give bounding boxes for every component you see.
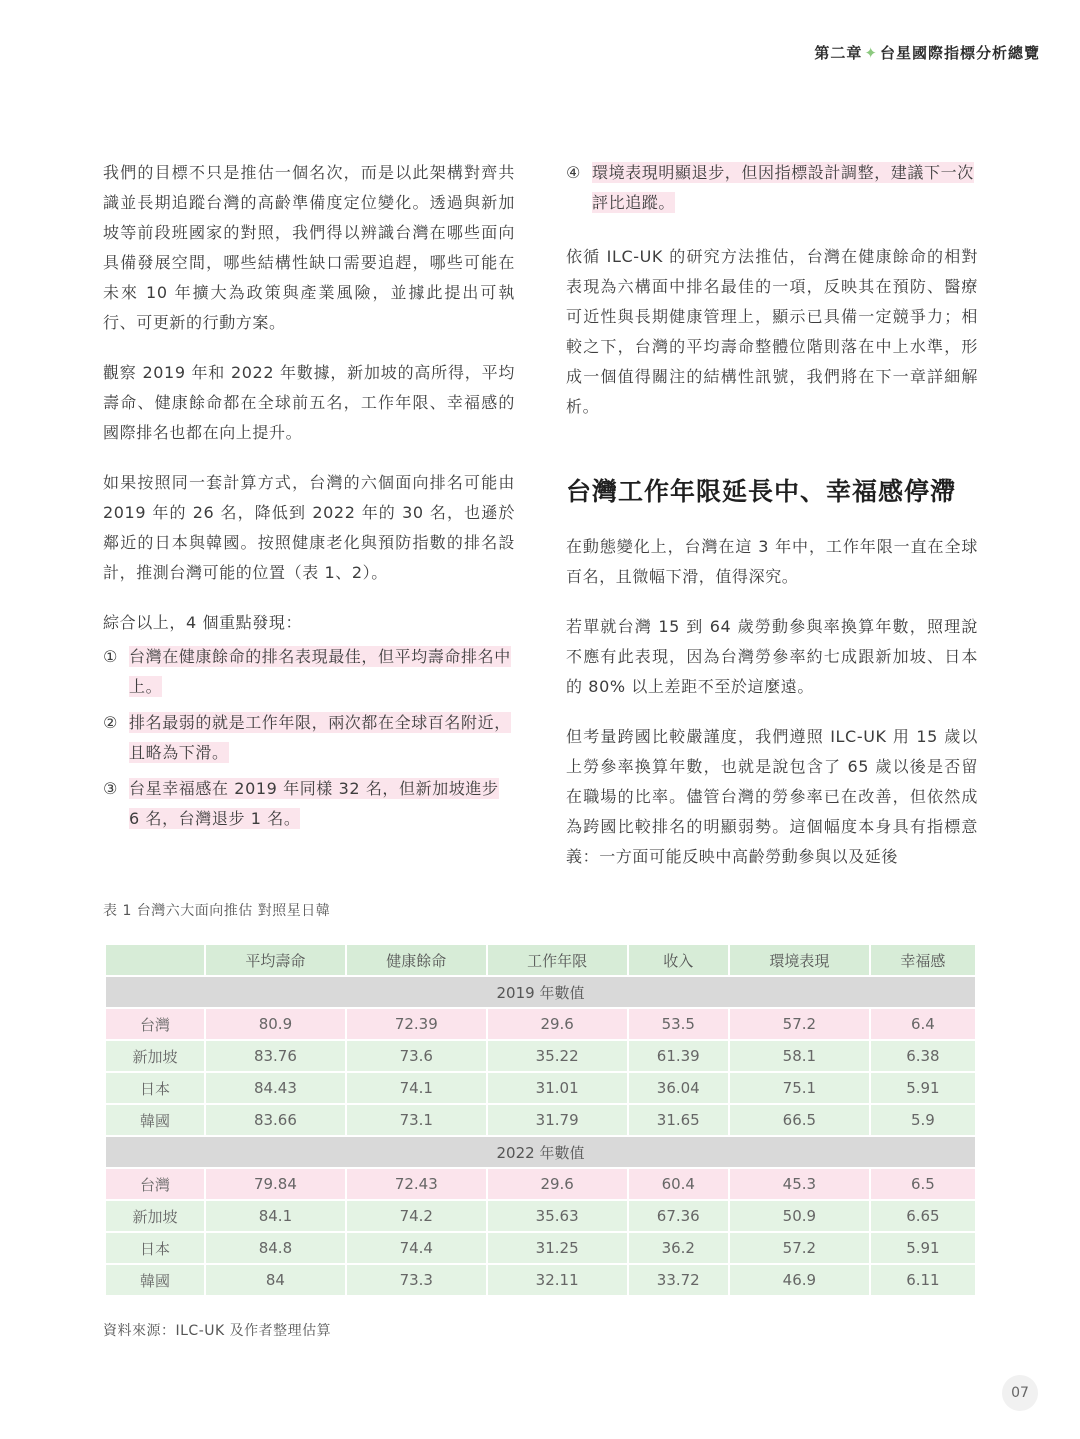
value-cell: 36.2 xyxy=(629,1233,728,1265)
year-row xyxy=(106,977,975,1009)
finding-number: ③ xyxy=(103,779,118,798)
table-row xyxy=(106,1009,975,1041)
value-cell: 57.2 xyxy=(730,1009,869,1041)
value-cell: 66.5 xyxy=(730,1105,869,1137)
value-cell: 31.25 xyxy=(488,1233,627,1265)
table-header-row xyxy=(106,945,975,977)
value-cell: 73.3 xyxy=(347,1265,486,1297)
value-cell: 29.6 xyxy=(488,1009,627,1041)
value-cell: 53.5 xyxy=(629,1009,728,1041)
value-cell: 6.11 xyxy=(871,1265,975,1297)
table-row xyxy=(106,1105,975,1137)
header-cell: 環境表現 xyxy=(730,945,869,977)
value-cell: 72.39 xyxy=(347,1009,486,1041)
body-paragraph: 依循 ILC-UK 的研究方法推估，台灣在健康餘命的相對表現為六構面中排名最佳的一項，反映其在預防、醫療可近性與長期健康管理上，顯示已具備一定競爭力；相較之下，台灣的平均壽命整體位階則落在中上水準，形成一個值得關注的結構性訊號，我們將在下一章詳細解析。 xyxy=(566,247,978,416)
findings-intro: 綜合以上，4 個重點發現： xyxy=(103,613,303,632)
country-cell: 台灣 xyxy=(106,1009,204,1041)
table-row xyxy=(106,1169,975,1201)
value-cell: 74.1 xyxy=(347,1073,486,1105)
value-cell: 45.3 xyxy=(730,1169,869,1201)
value-cell: 6.5 xyxy=(871,1169,975,1201)
value-cell: 57.2 xyxy=(730,1233,869,1265)
page-number: 07 xyxy=(1002,1375,1038,1411)
value-cell: 6.4 xyxy=(871,1009,975,1041)
year-row xyxy=(106,1137,975,1169)
value-cell: 74.2 xyxy=(347,1201,486,1233)
table-row xyxy=(106,1041,975,1073)
value-cell: 60.4 xyxy=(629,1169,728,1201)
value-cell: 84.1 xyxy=(206,1201,345,1233)
star-icon: ✦ xyxy=(864,44,878,62)
value-cell: 83.76 xyxy=(206,1041,345,1073)
finding-text: 台灣在健康餘命的排名表現最佳，但平均壽命排名中上。 xyxy=(129,647,511,696)
value-cell: 80.9 xyxy=(206,1009,345,1041)
finding-text: 環境表現明顯退步，但因指標設計調整，建議下一次評比追蹤。 xyxy=(592,163,974,212)
country-cell: 日本 xyxy=(106,1073,204,1105)
finding-number: ② xyxy=(103,713,118,732)
value-cell: 31.01 xyxy=(488,1073,627,1105)
value-cell: 58.1 xyxy=(730,1041,869,1073)
finding-text: 台星幸福感在 2019 年同樣 32 名，但新加坡進步 6 名，台灣退步 1 名。 xyxy=(129,779,499,828)
running-header xyxy=(814,42,1040,63)
value-cell: 6.65 xyxy=(871,1201,975,1233)
data-table xyxy=(104,945,977,1297)
year-label: 2019 年數值 xyxy=(106,977,975,1009)
table-source: 資料來源：ILC-UK 及作者整理估算 xyxy=(103,1323,332,1339)
country-cell: 新加坡 xyxy=(106,1041,204,1073)
header-cell: 工作年限 xyxy=(488,945,627,977)
value-cell: 32.11 xyxy=(488,1265,627,1297)
country-cell: 韓國 xyxy=(106,1105,204,1137)
value-cell: 75.1 xyxy=(730,1073,869,1105)
value-cell: 5.91 xyxy=(871,1233,975,1265)
header-cell: 健康餘命 xyxy=(347,945,486,977)
value-cell: 61.39 xyxy=(629,1041,728,1073)
value-cell: 84.8 xyxy=(206,1233,345,1265)
value-cell: 73.1 xyxy=(347,1105,486,1137)
country-cell: 台灣 xyxy=(106,1169,204,1201)
value-cell: 46.9 xyxy=(730,1265,869,1297)
value-cell: 50.9 xyxy=(730,1201,869,1233)
value-cell: 67.36 xyxy=(629,1201,728,1233)
value-cell: 84.43 xyxy=(206,1073,345,1105)
country-cell: 新加坡 xyxy=(106,1201,204,1233)
finding-item xyxy=(566,158,978,218)
value-cell: 36.04 xyxy=(629,1073,728,1105)
value-cell: 33.72 xyxy=(629,1265,728,1297)
value-cell: 29.6 xyxy=(488,1169,627,1201)
table-row xyxy=(106,1265,975,1297)
value-cell: 83.66 xyxy=(206,1105,345,1137)
table-row xyxy=(106,1233,975,1265)
chapter-label: 第二章 xyxy=(814,44,863,62)
header-cell: 幸福感 xyxy=(871,945,975,977)
country-cell: 韓國 xyxy=(106,1265,204,1297)
value-cell: 31.65 xyxy=(629,1105,728,1137)
value-cell: 74.4 xyxy=(347,1233,486,1265)
value-cell: 35.22 xyxy=(488,1041,627,1073)
value-cell: 6.38 xyxy=(871,1041,975,1073)
body-paragraph: 觀察 2019 年和 2022 年數據，新加坡的高所得，平均壽命、健康餘命都在全球前五名，工作年限、幸福感的國際排名也都在向上提升。 xyxy=(103,363,515,442)
finding-item xyxy=(103,774,515,834)
header-cell xyxy=(106,945,204,977)
finding-item xyxy=(103,642,515,702)
value-cell: 79.84 xyxy=(206,1169,345,1201)
value-cell: 72.43 xyxy=(347,1169,486,1201)
value-cell: 5.9 xyxy=(871,1105,975,1137)
body-paragraph: 在動態變化上，台灣在這 3 年中，工作年限一直在全球百名，且微幅下滑，值得深究。 xyxy=(566,537,978,586)
value-cell: 31.79 xyxy=(488,1105,627,1137)
table-row xyxy=(106,1073,975,1105)
country-cell: 日本 xyxy=(106,1233,204,1265)
value-cell: 84 xyxy=(206,1265,345,1297)
header-cell: 收入 xyxy=(629,945,728,977)
left-column xyxy=(103,158,515,840)
year-label: 2022 年數值 xyxy=(106,1137,975,1169)
table-caption: 表 1 台灣六大面向推估 對照星日韓 xyxy=(103,903,331,919)
body-paragraph: 如果按照同一套計算方式，台灣的六個面向排名可能由 2019 年的 26 名，降低到 2022 年的 30 名，也遜於鄰近的日本與韓國。按照健康老化與預防指數的排名設計，推測台灣可能的位置（表 1、2）。 xyxy=(103,473,515,582)
value-cell: 35.63 xyxy=(488,1201,627,1233)
finding-number: ① xyxy=(103,647,118,666)
body-paragraph: 我們的目標不只是推估一個名次，而是以此架構對齊共識並長期追蹤台灣的高齡準備度定位變化。透過與新加坡等前段班國家的對照，我們得以辨識台灣在哪些面向具備發展空間，哪些結構性缺口需要追趕，哪些可能在未來 10 年擴大為政策與產業風險，並據此提出可執行、可更新的行動方案。 xyxy=(103,163,515,332)
chapter-title: 台星國際指標分析總覽 xyxy=(879,44,1040,62)
value-cell: 73.6 xyxy=(347,1041,486,1073)
right-column xyxy=(566,158,978,892)
header-cell: 平均壽命 xyxy=(206,945,345,977)
value-cell: 5.91 xyxy=(871,1073,975,1105)
finding-number: ④ xyxy=(566,163,581,182)
body-paragraph: 若單就台灣 15 到 64 歲勞動參與率換算年數，照理說不應有此表現，因為台灣勞參率約七成跟新加坡、日本的 80% 以上差距不至於這麼遠。 xyxy=(566,617,978,696)
finding-item xyxy=(103,708,515,768)
section-heading: 台灣工作年限延長中、幸福感停滯 xyxy=(566,477,957,506)
finding-text: 排名最弱的就是工作年限，兩次都在全球百名附近，且略為下滑。 xyxy=(129,713,511,762)
table-row xyxy=(106,1201,975,1233)
body-paragraph: 但考量跨國比較嚴謹度，我們遵照 ILC-UK 用 15 歲以上勞參率換算年數，也就是說包含了 65 歲以後是否留在職場的比率。儘管台灣的勞參率已在改善，但依然成為跨國比較排名的明顯弱勢。這個幅度本身具有指標意義：一方面可能反映中高齡勞動參與以及延後 xyxy=(566,727,978,866)
